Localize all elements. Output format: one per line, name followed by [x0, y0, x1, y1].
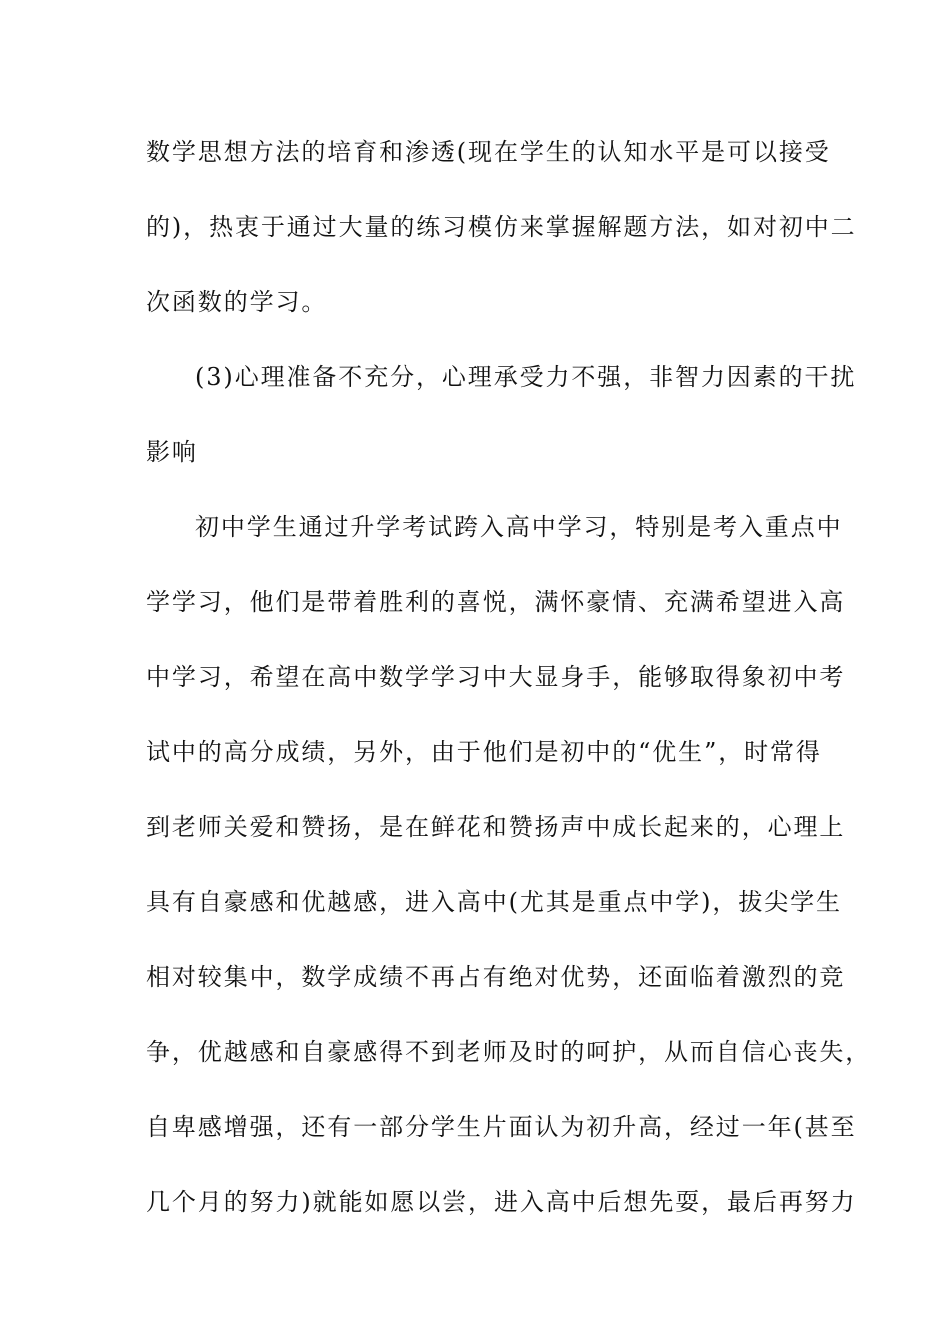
- text-line: 学学习，他们是带着胜利的喜悦，满怀豪情、充满希望进入高: [146, 588, 846, 616]
- text-line: 试中的高分成绩，另外，由于他们是初中的“优生”，时常得: [146, 738, 822, 766]
- text-line: 次函数的学习。: [146, 288, 328, 316]
- text-line: 相对较集中，数学成绩不再占有绝对优势，还面临着激烈的竞: [146, 963, 846, 991]
- text-line: 自卑感增强，还有一部分学生片面认为初升高，经过一年(甚至: [146, 1113, 857, 1141]
- section-heading-continued: 影响: [146, 438, 198, 466]
- text-line: 的)，热衷于通过大量的练习模仿来掌握解题方法，如对初中二: [146, 213, 857, 241]
- paragraph-first-line: 初中学生通过升学考试跨入高中学习，特别是考入重点中: [195, 513, 843, 541]
- text-line: 具有自豪感和优越感，进入高中(尤其是重点中学)，拔尖学生: [146, 888, 842, 916]
- text-line: 争，优越感和自豪感得不到老师及时的呵护，从而自信心丧失，: [146, 1038, 872, 1066]
- section-heading: (3)心理准备不充分，心理承受力不强，非智力因素的干扰: [195, 363, 857, 391]
- text-line: 到老师关爱和赞扬，是在鲜花和赞扬声中成长起来的，心理上: [146, 813, 846, 841]
- text-line: 几个月的努力)就能如愿以尝，进入高中后想先耍，最后再努力: [146, 1188, 857, 1216]
- text-line: 中学习，希望在高中数学学习中大显身手，能够取得象初中考: [146, 663, 846, 691]
- text-line: 数学思想方法的培育和渗透(现在学生的认知水平是可以接受: [146, 138, 831, 166]
